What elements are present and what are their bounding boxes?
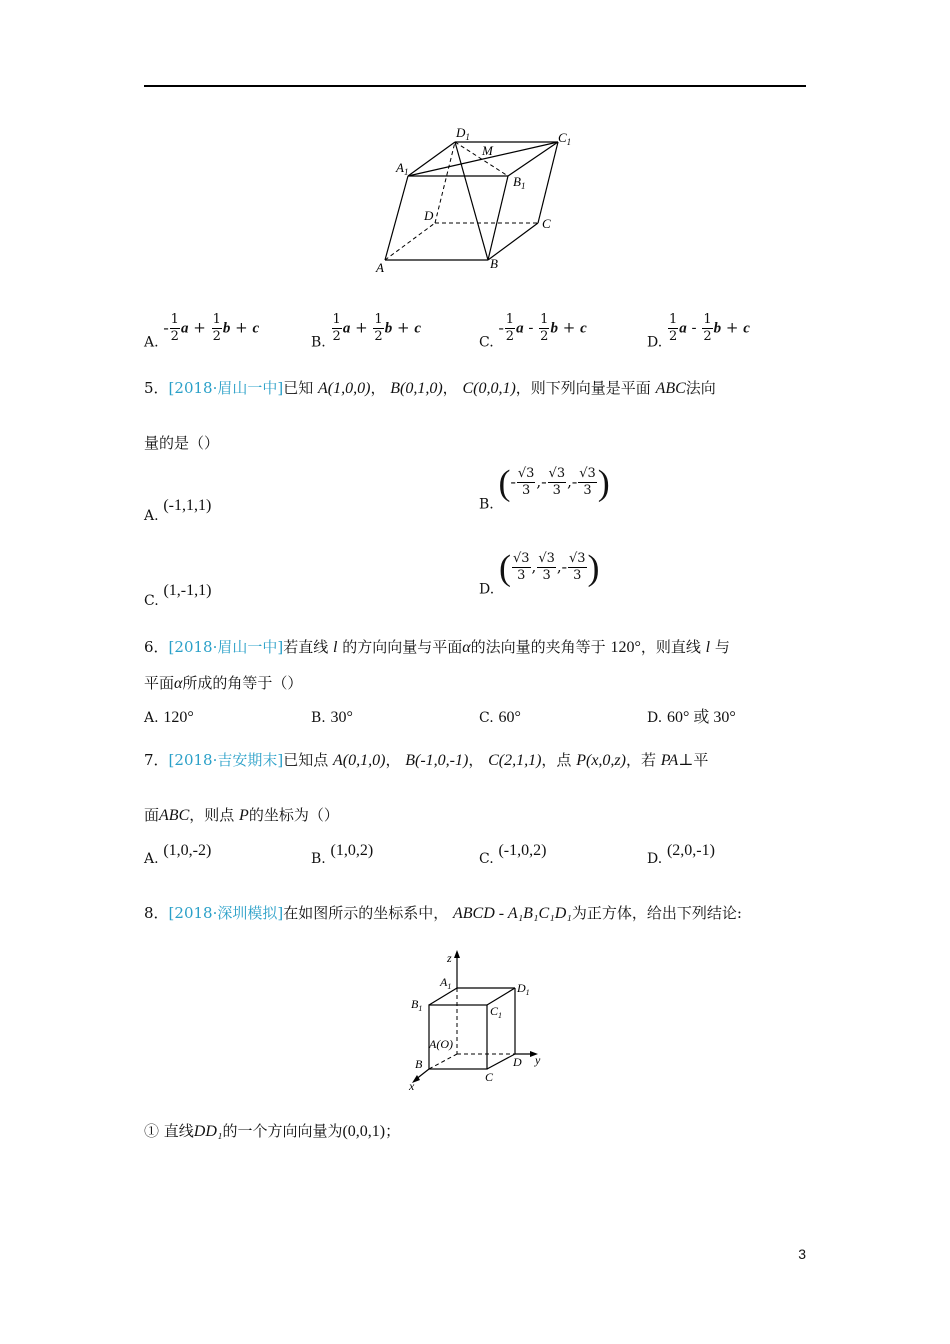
label-B1: $B_1$ xyxy=(513,174,526,191)
label-x: x xyxy=(409,1079,415,1090)
q8-stem: 8．[2018·深圳模拟]在如图所示的坐标系中， ABCD - A₁B₁C₁D₁为正方体，给出下列结论: xyxy=(144,904,742,922)
label-D1: $D_1$ xyxy=(456,125,470,142)
label-B-cube: B xyxy=(415,1057,423,1071)
q7-option-c: C. (-1,0,2) xyxy=(479,842,547,867)
label-C-cube: C xyxy=(485,1070,494,1084)
q6-option-c: C. 60° xyxy=(479,709,521,726)
q6-option-d: D. 60° 或 30° xyxy=(647,709,736,726)
label-A1: $A_1$ xyxy=(396,160,409,177)
q5-option-c: C. (1,-1,1) xyxy=(144,582,212,609)
q5-option-d: D. ( $\frac{√3}{3}$ , $\frac{√3}{3}$ ,- $\frac{√3}{3}$ ) xyxy=(479,547,600,598)
label-AO: A(O) xyxy=(429,1037,453,1051)
q4-option-b: B. $\frac{1}{2}$ a + $\frac{1}{2}$ b + c xyxy=(311,312,421,351)
q8-statement-1: ① 直线DD₁的一个方向向量为(0,0,1)； xyxy=(144,1122,401,1140)
q6-option-b: B. 30° xyxy=(311,709,353,726)
q7-source: [2018·吉安期末] xyxy=(168,751,284,769)
q6-stem-line1: 6．[2018·眉山一中]若直线 l 的方向向量与平面α的法向量的夹角等于 120°，则直线 l 与 xyxy=(144,638,730,656)
label-C1: $C_1$ xyxy=(558,130,572,147)
q4-option-d: D. $\frac{1}{2}$ a - $\frac{1}{2}$ b + c xyxy=(647,312,750,351)
page-number: 3 xyxy=(798,1246,806,1262)
label-C1-cube: $C_1$ xyxy=(490,1004,503,1020)
parallelepiped-figure xyxy=(370,120,585,280)
q6-option-a: A. 120° xyxy=(144,709,194,726)
label-D1-cube: $D_1$ xyxy=(517,981,530,997)
q4-option-c: C. - $\frac{1}{2}$ a - $\frac{1}{2}$ b + c xyxy=(479,312,587,351)
label-M: M xyxy=(482,143,493,158)
q7-stem-line2: 面ABC，则点 P的坐标为（） xyxy=(144,806,339,824)
q6-source: [2018·眉山一中] xyxy=(168,638,284,656)
label-y: y xyxy=(535,1053,541,1067)
q6-stem-line2: 平面α所成的角等于（） xyxy=(144,674,303,692)
label-B: B xyxy=(490,256,498,271)
q8-source: [2018·深圳模拟] xyxy=(168,904,284,922)
cube-axes-figure xyxy=(405,948,555,1090)
q4-option-a: A. - $\frac{1}{2}$ a + $\frac{1}{2}$ b + c xyxy=(144,312,260,351)
q7-option-b: B. (1,0,2) xyxy=(311,842,374,867)
q7-option-d: D. (2,0,-1) xyxy=(647,842,715,867)
label-A: A xyxy=(376,260,384,275)
label-D: D xyxy=(424,208,434,223)
q7-stem-line1: 7．[2018·吉安期末]已知点 A(0,1,0)， B(-1,0,-1)， C(2,1,1)，点 P(x,0,z)，若 PA⊥平 xyxy=(144,751,709,769)
label-D-cube: D xyxy=(513,1055,522,1069)
q7-option-a: A. (1,0,-2) xyxy=(144,842,212,867)
q5-option-b: B. (- $\frac{√3}{3}$ ,- $\frac{√3}{3}$ ,- $\frac{√3}{3}$ ) xyxy=(479,462,610,513)
header-rule xyxy=(144,85,806,87)
label-A1-cube: $A_1$ xyxy=(440,975,452,991)
q5-stem-line2: 量的是（） xyxy=(144,434,220,452)
label-z: z xyxy=(447,951,452,965)
q5-stem-line1: 5．[2018·眉山一中]已知 A(1,0,0)， B(0,1,0)， C(0,0,1)，则下列向量是平面 ABC法向 xyxy=(144,379,716,397)
label-C: C xyxy=(542,216,551,231)
q5-source: [2018·眉山一中] xyxy=(168,379,284,397)
label-B1-cube: $B_1$ xyxy=(411,997,423,1013)
q5-option-a: A. (-1,1,1) xyxy=(144,497,212,524)
